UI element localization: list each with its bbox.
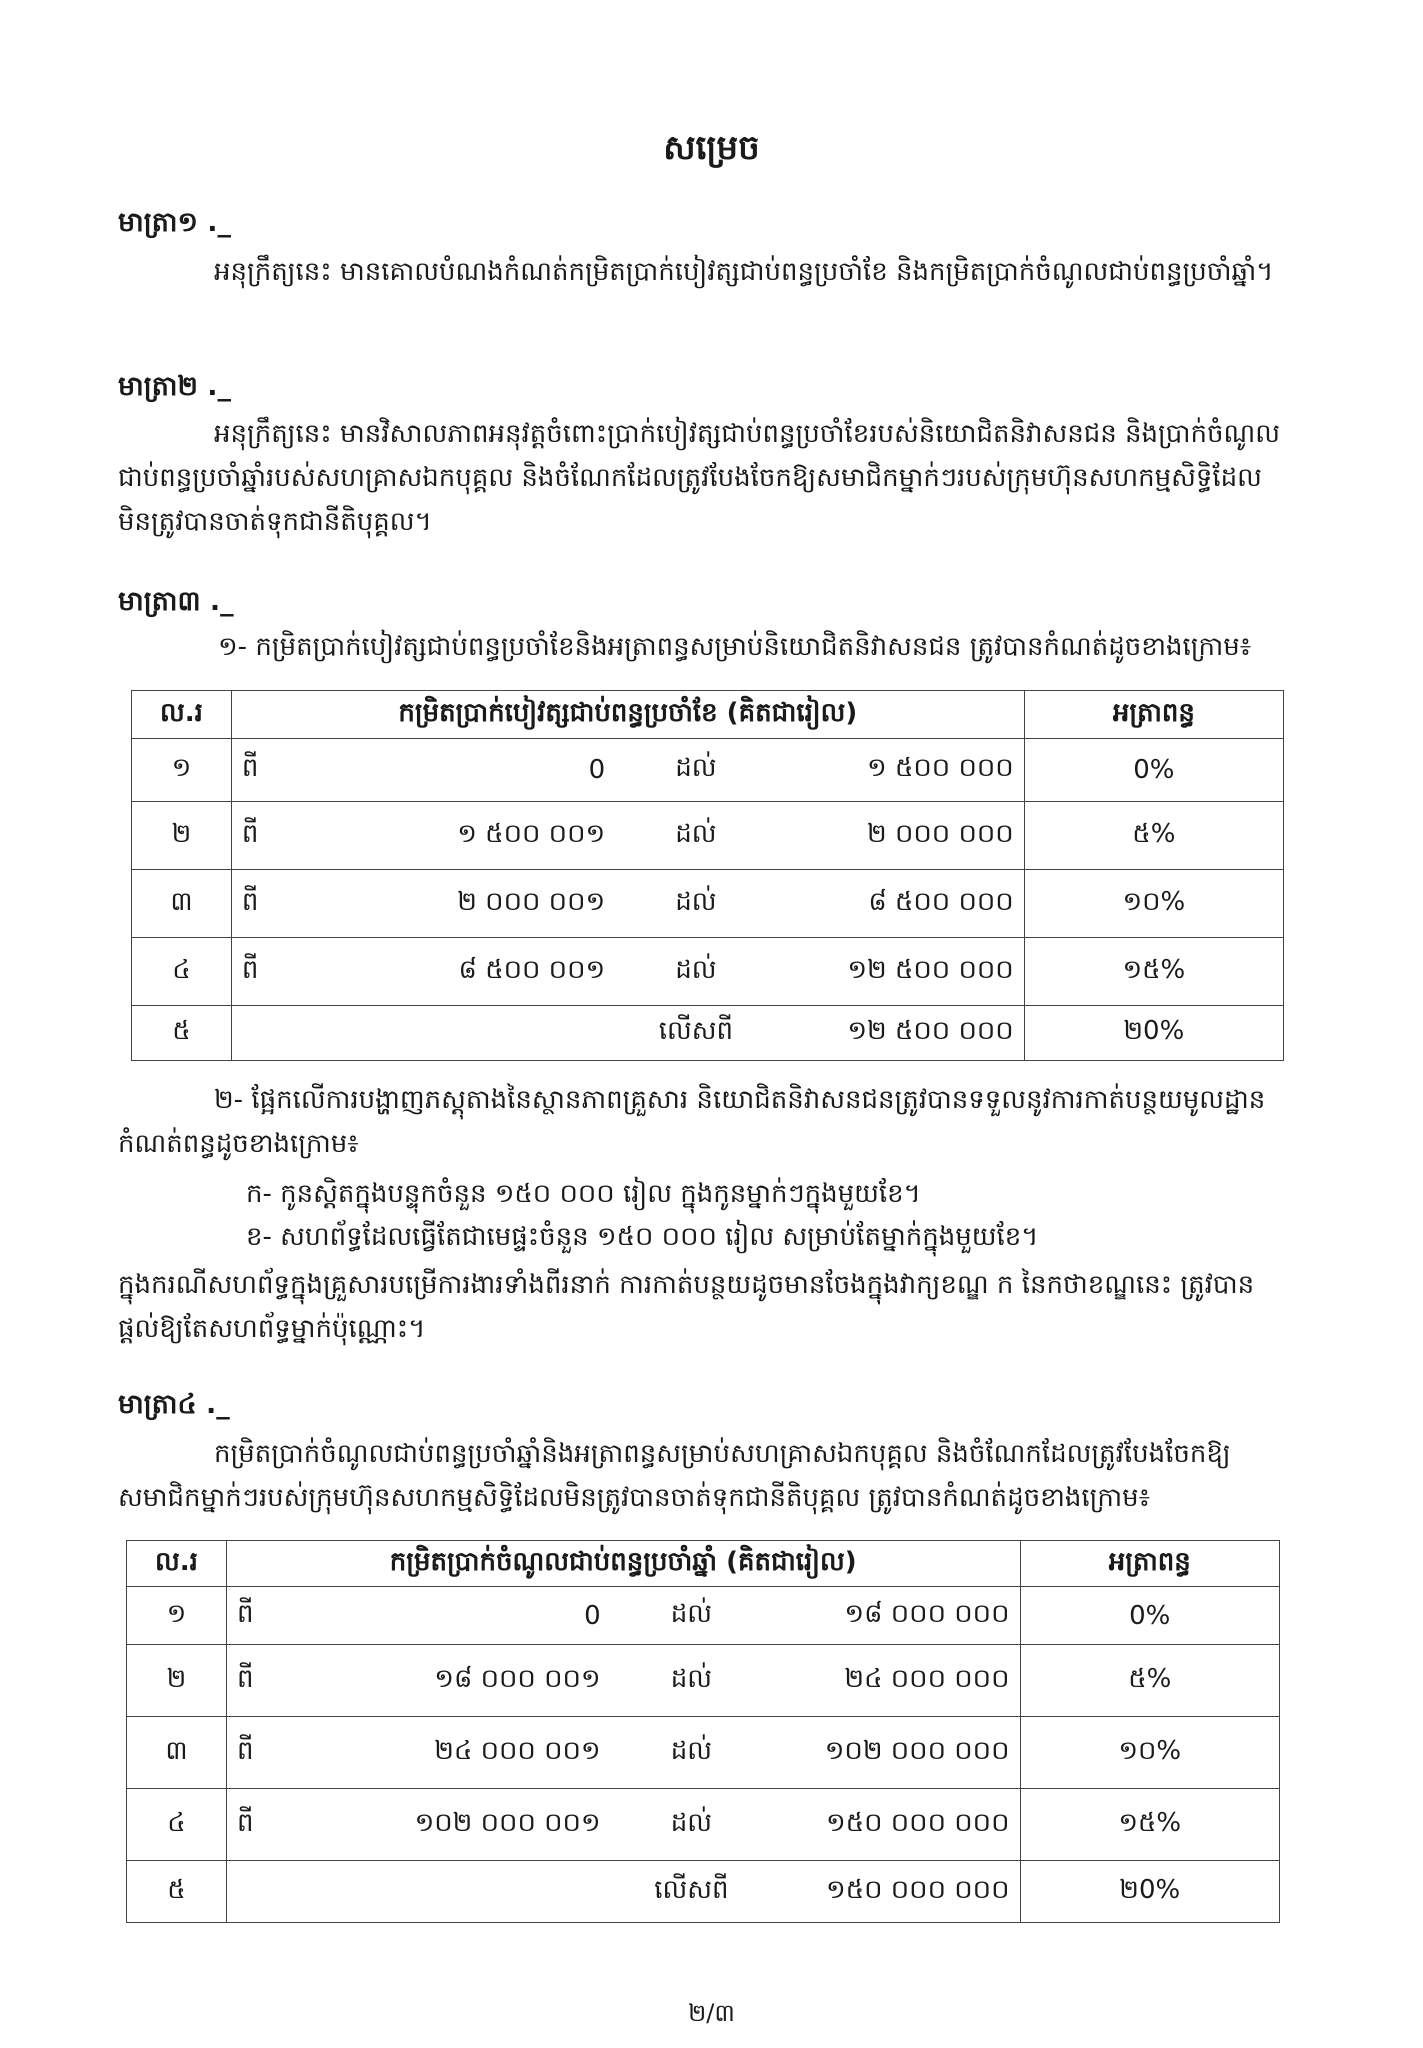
row-from: ពី: [231, 870, 292, 938]
row-lower: [288, 1861, 611, 1923]
row-upper: ១២ ៥០០ ០០០: [777, 1006, 1025, 1061]
row-no: ៥: [127, 1861, 227, 1923]
article-4-heading: មាត្រា៤ ._: [118, 1389, 230, 1420]
row-no: ៣: [132, 870, 232, 938]
row-to: ដល់: [615, 938, 776, 1006]
table-row: [132, 739, 1284, 802]
row-to: លើសពី: [615, 1006, 776, 1061]
article-3-para-2: ២- ផ្អែកលើការបង្ហាញភស្តុតាងនៃស្ថានភាពគ្រួសារ និយោជិតនិវាសនជនត្រូវបានទទួលនូវការកាត់បន្ថយមូលដ្ឋានកំណត់ពន្ធដូចខាងក្រោម៖: [118, 1085, 1266, 1159]
row-from: ពី: [231, 938, 292, 1006]
row-upper: ១៨ ០០០ ០០០: [772, 1587, 1020, 1645]
row-no: ២: [127, 1645, 227, 1717]
header-range: កម្រិតប្រាក់បៀវត្សជាប់ពន្ធប្រចាំខែ (គិតជារៀល): [231, 691, 1024, 739]
article-3-item-b: ខ- សហព័ទ្ធដែលធ្វើតែជាមេផ្ទះចំនួន ១៥០ ០០០ រៀល សម្រាប់តែម្នាក់ក្នុងមួយខែ។: [246, 1222, 1039, 1252]
table-row: [132, 870, 1284, 938]
row-rate: ១០%: [1020, 1717, 1280, 1789]
header-range: កម្រិតប្រាក់ចំណូលជាប់ពន្ធប្រចាំឆ្នាំ (គិតជារៀល): [226, 1541, 1020, 1587]
row-upper: ២៤ ០០០ ០០០: [772, 1645, 1020, 1717]
table-row: [127, 1587, 1280, 1645]
row-lower: ១ ៥០០ ០០១: [292, 802, 615, 870]
row-from: ពី: [226, 1645, 287, 1717]
article-3-heading: មាត្រា៣ ._: [118, 586, 234, 617]
monthly-salary-tax-table: [131, 690, 1284, 1061]
article-3-para-3: ក្នុងករណីសហព័ទ្ធក្នុងគ្រួសារបម្រើការងារទាំងពីរនាក់ ការកាត់បន្ថយដូចមានចែងក្នុងវាក្យខណ្ឌ ក នៃកថាខណ្ឌនេះ ត្រូវបានផ្តល់ឱ្យតែសហព័ទ្ធម្នាក់ប៉ុណ្ណោះ។: [118, 1270, 1255, 1344]
row-to: ដល់: [615, 870, 776, 938]
row-upper: ១២ ៥០០ ០០០: [777, 938, 1025, 1006]
row-no: ១: [127, 1587, 227, 1645]
table-row: [127, 1789, 1280, 1861]
annual-income-tax-table: [126, 1540, 1280, 1923]
row-lower: ១០២ ០០០ ០០១: [288, 1789, 611, 1861]
table-row: [127, 1861, 1280, 1923]
table-row: [127, 1717, 1280, 1789]
row-to: ដល់: [615, 802, 776, 870]
row-rate: ៥%: [1020, 1645, 1280, 1717]
row-rate: ១៥%: [1024, 938, 1283, 1006]
row-lower: ២៤ ០០០ ០០១: [288, 1717, 611, 1789]
header-rate: អត្រាពន្ធ: [1020, 1541, 1280, 1587]
table-row: [127, 1645, 1280, 1717]
row-to: ដល់: [615, 739, 776, 802]
document-title: សម្រេច: [663, 128, 760, 168]
row-upper: ១០២ ០០០ ០០០: [772, 1717, 1020, 1789]
row-rate: ១៥%: [1020, 1789, 1280, 1861]
row-upper: ៨ ៥០០ ០០០: [777, 870, 1025, 938]
row-from: ពី: [231, 739, 292, 802]
article-2-text: អនុក្រឹត្យនេះ មានវិសាលភាពអនុវត្តចំពោះប្រាក់បៀវត្សជាប់ពន្ធប្រចាំខែរបស់និយោជិតនិវាសនជន និងប្រាក់ចំណូលជាប់ពន្ធប្រចាំឆ្នាំរបស់សហគ្រាសឯកបុគ្គល និងចំណែកដែលត្រូវបែងចែកឱ្យសមាជិកម្នាក់ៗរបស់ក្រុមហ៊ុនសហកម្មសិទ្ធិដែលមិនត្រូវបានចាត់ទុកជានីតិបុគ្គល។: [118, 419, 1281, 537]
article-4-text: កម្រិតប្រាក់ចំណូលជាប់ពន្ធប្រចាំឆ្នាំនិងអត្រាពន្ធសម្រាប់សហគ្រាសឯកបុគ្គល និងចំណែកដែលត្រូវបែងចែកឱ្យសមាជិកម្នាក់ៗរបស់ក្រុមហ៊ុនសហកម្មសិទ្ធិដែលមិនត្រូវបានចាត់ទុកជានីតិបុគ្គល ត្រូវបានកំណត់ដូចខាងក្រោម៖: [118, 1439, 1231, 1513]
table-row: [132, 938, 1284, 1006]
table-header-row: [127, 1541, 1280, 1587]
row-rate: 0%: [1020, 1587, 1280, 1645]
table-row: [132, 1006, 1284, 1061]
row-no: ៤: [127, 1789, 227, 1861]
article-2-heading: មាត្រា២ ._: [118, 371, 232, 402]
header-no: ល.រ: [132, 691, 232, 739]
article-3-item-a: ក- កូនស្តិតក្នុងបន្ទុកចំនួន ១៥០ ០០០ រៀល ក្នុងកូនម្នាក់ៗក្នុងមួយខែ។: [246, 1179, 921, 1209]
row-lower: ១៨ ០០០ ០០១: [288, 1645, 611, 1717]
table-row: [132, 802, 1284, 870]
row-from: ពី: [226, 1789, 287, 1861]
row-from: [226, 1861, 287, 1923]
row-no: ៣: [127, 1717, 227, 1789]
row-upper: ១៥០ ០០០ ០០០: [772, 1789, 1020, 1861]
row-from: ពី: [231, 802, 292, 870]
row-to: ដល់: [611, 1789, 773, 1861]
row-to: ដល់: [611, 1645, 773, 1717]
row-lower: 0: [292, 739, 615, 802]
article-1-text: អនុក្រឹត្យនេះ មានគោលបំណងកំណត់កម្រិតប្រាក់បៀវត្សជាប់ពន្ធប្រចាំខែ និងកម្រិតប្រាក់ចំណូលជាប់ពន្ធប្រចាំឆ្នាំ។: [214, 257, 1274, 287]
row-from: [231, 1006, 292, 1061]
row-no: ៥: [132, 1006, 232, 1061]
row-no: ១: [132, 739, 232, 802]
row-lower: [292, 1006, 615, 1061]
article-3-intro: ១- កម្រិតប្រាក់បៀវត្សជាប់ពន្ធប្រចាំខែនិងអត្រាពន្ធសម្រាប់និយោជិតនិវាសនជន ត្រូវបានកំណត់ដូចខាងក្រោម៖: [218, 632, 1252, 662]
table-header-row: [132, 691, 1284, 739]
article-1-heading: មាត្រា១ ._: [118, 207, 232, 238]
row-rate: ៥%: [1024, 802, 1283, 870]
row-from: ពី: [226, 1717, 287, 1789]
row-rate: 0%: [1024, 739, 1283, 802]
row-rate: ១០%: [1024, 870, 1283, 938]
row-rate: ២0%: [1020, 1861, 1280, 1923]
row-upper: ១ ៥០០ ០០០: [777, 739, 1025, 802]
row-to: ដល់: [611, 1587, 773, 1645]
page-number: ២/៣: [688, 1999, 735, 2027]
row-to: លើសពី: [611, 1861, 773, 1923]
row-no: ៤: [132, 938, 232, 1006]
row-to: ដល់: [611, 1717, 773, 1789]
row-lower: 0: [288, 1587, 611, 1645]
row-upper: ២ ០០០ ០០០: [777, 802, 1025, 870]
row-upper: ១៥០ ០០០ ០០០: [772, 1861, 1020, 1923]
header-rate: អត្រាពន្ធ: [1024, 691, 1283, 739]
row-from: ពី: [226, 1587, 287, 1645]
row-rate: ២0%: [1024, 1006, 1283, 1061]
row-lower: ៨ ៥០០ ០០១: [292, 938, 615, 1006]
row-no: ២: [132, 802, 232, 870]
header-no: ល.រ: [127, 1541, 227, 1587]
row-lower: ២ ០០០ ០០១: [292, 870, 615, 938]
